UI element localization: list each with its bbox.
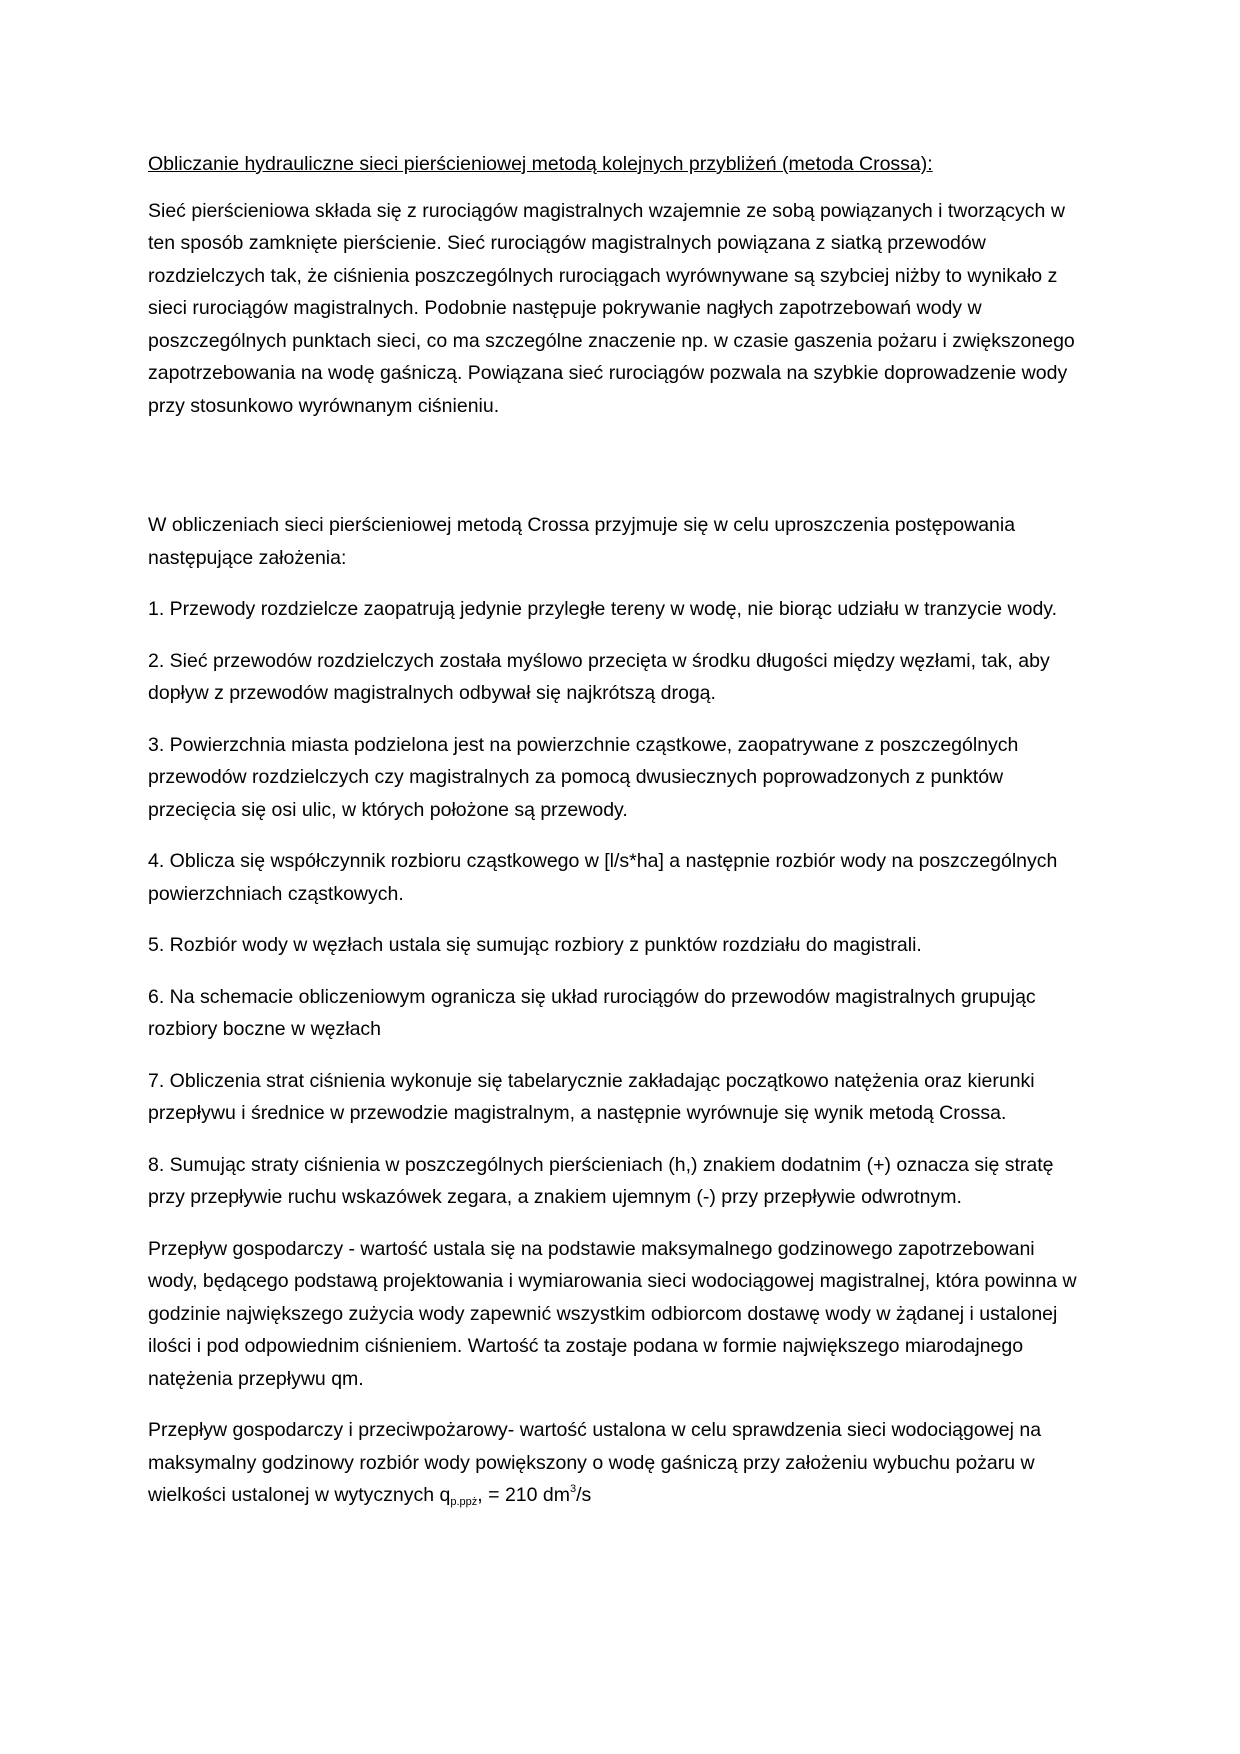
flow-fire-tail: , = 210 dm (477, 1484, 570, 1506)
document-page (148, 148, 1088, 1531)
assumptions-intro: W obliczeniach sieci pierścieniowej metodą Crossa przyjmuje się w celu uproszczenia postępowania następujące założenia: (148, 514, 1016, 569)
flow-economic-paragraph: Przepływ gospodarczy - wartość ustala się na podstawie maksymalnego godzinowego zapotrzebowani wody, będącego podstawą projektowania i wymiarowania sieci wodociągowej magistralnej, która powinna w godzinie największego zużycia wody zapewnić wszystkim odbiorcom dostawę wody w żądanej i ustalonej ilości i pod odpowiednim ciśnieniem. Wartość ta zostaje podana w formie największego miarodajnego natężenia przepływu qm. (148, 1237, 1077, 1390)
spacer (148, 441, 1088, 509)
assumption-item: 3. Powierzchnia miasta podzielona jest na powierzchnie cząstkowe, zaopatrywane z poszczególnych przewodów rozdzielczych czy magistralnych za pomocą dwusiecznych poprowadzonych z punktów przecięcia się osi ulic, w których położone są przewody. (148, 733, 1019, 821)
assumption-item: 5. Rozbiór wody w węzłach ustala się sumując rozbiory z punktów rozdziału do magistrali. (148, 934, 922, 956)
assumption-item: 1. Przewody rozdzielcze zaopatrują jedynie przyległe tereny w wodę, nie biorąc udziału w tranzycie wody. (148, 598, 1058, 620)
document-title: Obliczanie hydrauliczne sieci pierścieniowej metodą kolejnych przybliżeń (metoda Crossa): (148, 153, 933, 175)
assumption-item: 4. Oblicza się współczynnik rozbioru cząstkowego w [l/s*ha] a następnie rozbiór wody na poszczególnych powierzchniach cząstkowych. (148, 850, 1058, 905)
assumption-item: 2. Sieć przewodów rozdzielczych została myślowo przecięta w środku długości między węzłami, tak, aby dopływ z przewodów magistralnych odbywał się najkrótszą drogą. (148, 649, 1050, 704)
flow-fire-unit-sup: 3 (569, 1483, 577, 1495)
flow-fire-paragraph (148, 1414, 1088, 1512)
assumption-item: 7. Obliczenia strat ciśnienia wykonuje się tabelarycznie zakładając początkowo natężenia oraz kierunki przepływu i średnice w przewodzie magistralnym, a następnie wyrównuje się wynik metodą Crossa. (148, 1069, 1035, 1124)
assumption-item: 8. Sumując straty ciśnienia w poszczególnych pierścieniach (h,) znakiem dodatnim (+) oznacza się stratę przy przepływie ruchu wskazówek zegara, a znakiem ujemnym (-) przy przepływie odwrotnym. (148, 1153, 1054, 1208)
flow-fire-unit-tail: /s (576, 1484, 592, 1506)
flow-fire-subscript: p.ppż (450, 1496, 478, 1508)
intro-paragraph: Sieć pierścieniowa składa się z rurociągów magistralnych wzajemnie ze sobą powiązanych i tworzących w ten sposób zamknięte pierścienie. Sieć rurociągów magistralnych powiązana z siatką przewodów rozdzielczych tak, że ciśnienia poszczególnych rurociągach wyrównywane są szybciej niżby to wynikało z sieci rurociągów magistralnych. Podobnie następuje pokrywanie nagłych zapotrzebowań wody w poszczególnych punktach sieci, co ma szczególne znaczenie np. w czasie gaszenia pożaru i zwiększonego zapotrzebowania na wodę gaśniczą. Powiązana sieć rurociągów pozwala na szybkie doprowadzenie wody przy stosunkowo wyrównanym ciśnieniu. (148, 199, 1075, 417)
flow-fire-text: Przepływ gospodarczy i przeciwpożarowy- wartość ustalona w celu sprawdzenia sieci wodociągowej na maksymalny godzinowy rozbiór wody powiększony o wodę gaśniczą przy założeniu wybuchu pożaru w wielkości ustalonej w wytycznych q (148, 1419, 1042, 1506)
assumption-item: 6. Na schemacie obliczeniowym ogranicza się układ rurociągów do przewodów magistralnych grupując rozbiory boczne w węzłach (148, 985, 1036, 1040)
